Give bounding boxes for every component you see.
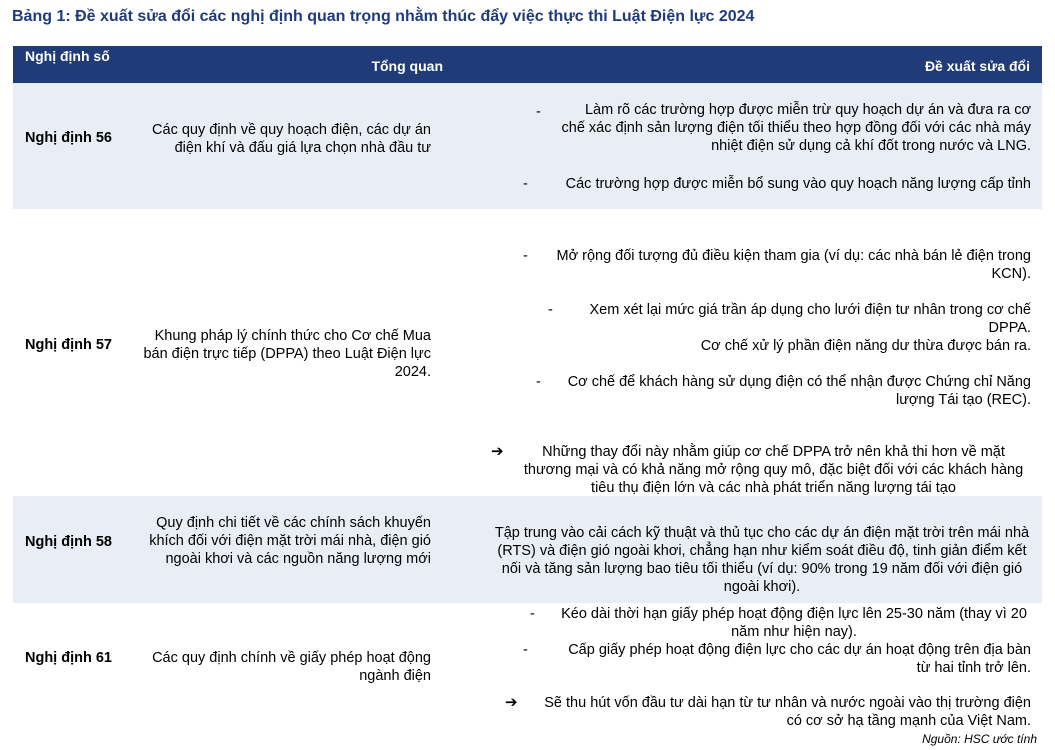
proposal-item: Cấp giấy phép hoạt động điện lực cho các dự án hoạt động trên địa bàn từ hai tỉnh trở lên. <box>568 642 1031 676</box>
proposal-item: Xem xét lại mức giá trần áp dụng cho lưới điện tư nhân trong cơ chế DPPA. <box>589 302 1031 336</box>
bullet-marker: - <box>523 248 528 264</box>
bullet-marker: - <box>548 302 553 318</box>
decree-cell: Nghị định 56 <box>25 130 112 146</box>
overview-cell: Quy định chi tiết về các chính sách khuyến khích đối với điện mặt trời mái nhà, điện gió ngoài khơi và các nguồn năng lượng mới <box>149 515 431 567</box>
proposal-item: Cơ chế để khách hàng sử dụng điện có thể nhận được Chứng chỉ Năng lượng Tái tạo (REC). <box>567 374 1031 408</box>
decree-cell: Nghị định 61 <box>25 650 112 666</box>
table-title: Bảng 1: Đề xuất sửa đổi các nghị định quan trọng nhằm thúc đẩy việc thực thi Luật Điện lực 2024 <box>12 8 755 25</box>
bullet-marker: - <box>536 104 541 120</box>
proposal-item: Cơ chế xử lý phần điện năng dư thừa được bán ra. <box>700 338 1031 354</box>
table-row <box>13 83 1042 209</box>
source-note: Nguồn: HSC ước tính <box>922 732 1037 746</box>
arrow-icon: ➔ <box>505 694 518 711</box>
bullet-marker: - <box>523 642 528 658</box>
overview-cell: Các quy định về quy hoạch điện, các dự án điện khí và đấu giá lựa chọn nhà đầu tư <box>152 122 431 156</box>
proposal-item: Tập trung vào cải cách kỹ thuật và thủ tục cho các dự án điện mặt trời trên mái nhà (RTS) và điện gió ngoài khơi, chẳng hạn như kiểm soát điều độ, tinh giản điểm kết nối và tăng sản lượng bao tiêu tối thiểu (ví dụ: 90% trong 19 năm đối với điện gió ngoài khơi). <box>494 525 1030 595</box>
header-proposal: Đề xuất sửa đổi <box>924 58 1030 74</box>
proposal-item: Mở rộng đối tượng đủ điều kiện tham gia (ví dụ: các nhà bán lẻ điện trong KCN). <box>556 248 1031 282</box>
overview-cell: Khung pháp lý chính thức cho Cơ chế Mua bán điện trực tiếp (DPPA) theo Luật Điện lực 2024. <box>143 328 431 380</box>
proposal-item: Các trường hợp được miễn bổ sung vào quy hoạch năng lượng cấp tỉnh <box>565 176 1031 192</box>
decree-cell: Nghị định 58 <box>25 534 112 550</box>
bullet-marker: - <box>536 374 541 390</box>
proposal-item: Kéo dài thời hạn giấy phép hoạt động điện lực lên 25-30 năm (thay vì 20 năm như hiện nay). <box>561 606 1027 640</box>
header-decree: Nghị định số <box>25 48 110 64</box>
table-row <box>13 496 1042 603</box>
overview-cell: Các quy định chính về giấy phép hoạt động ngành điện <box>152 650 431 684</box>
bullet-marker: - <box>530 606 535 622</box>
proposal-conclusion: Sẽ thu hút vốn đầu tư dài hạn từ tư nhân và nước ngoài vào thị trường điện có cơ sở hạ tầng mạnh của Việt Nam. <box>544 695 1031 729</box>
header-overview: Tổng quan <box>371 58 443 74</box>
table-header <box>13 46 1042 83</box>
proposal-item: Làm rõ các trường hợp được miễn trừ quy hoạch dự án và đưa ra cơ chế xác định sản lượng điện tối thiểu theo hợp đồng đối với các nhà máy nhiệt điện sử dụng cả khí đốt trong nước và LNG. <box>561 102 1031 154</box>
bullet-marker: - <box>523 176 528 192</box>
table-row <box>13 209 1042 496</box>
table-row <box>13 603 1042 730</box>
decree-cell: Nghị định 57 <box>25 337 112 353</box>
proposal-conclusion: Những thay đổi này nhằm giúp cơ chế DPPA trở nên khả thi hơn về mặt thương mại và có khả năng mở rộng quy mô, đặc biệt đối với các khách hàng tiêu thụ điện lớn và các nhà phát triển năng lượng tái tạo <box>523 444 1024 496</box>
arrow-icon: ➔ <box>491 443 504 460</box>
